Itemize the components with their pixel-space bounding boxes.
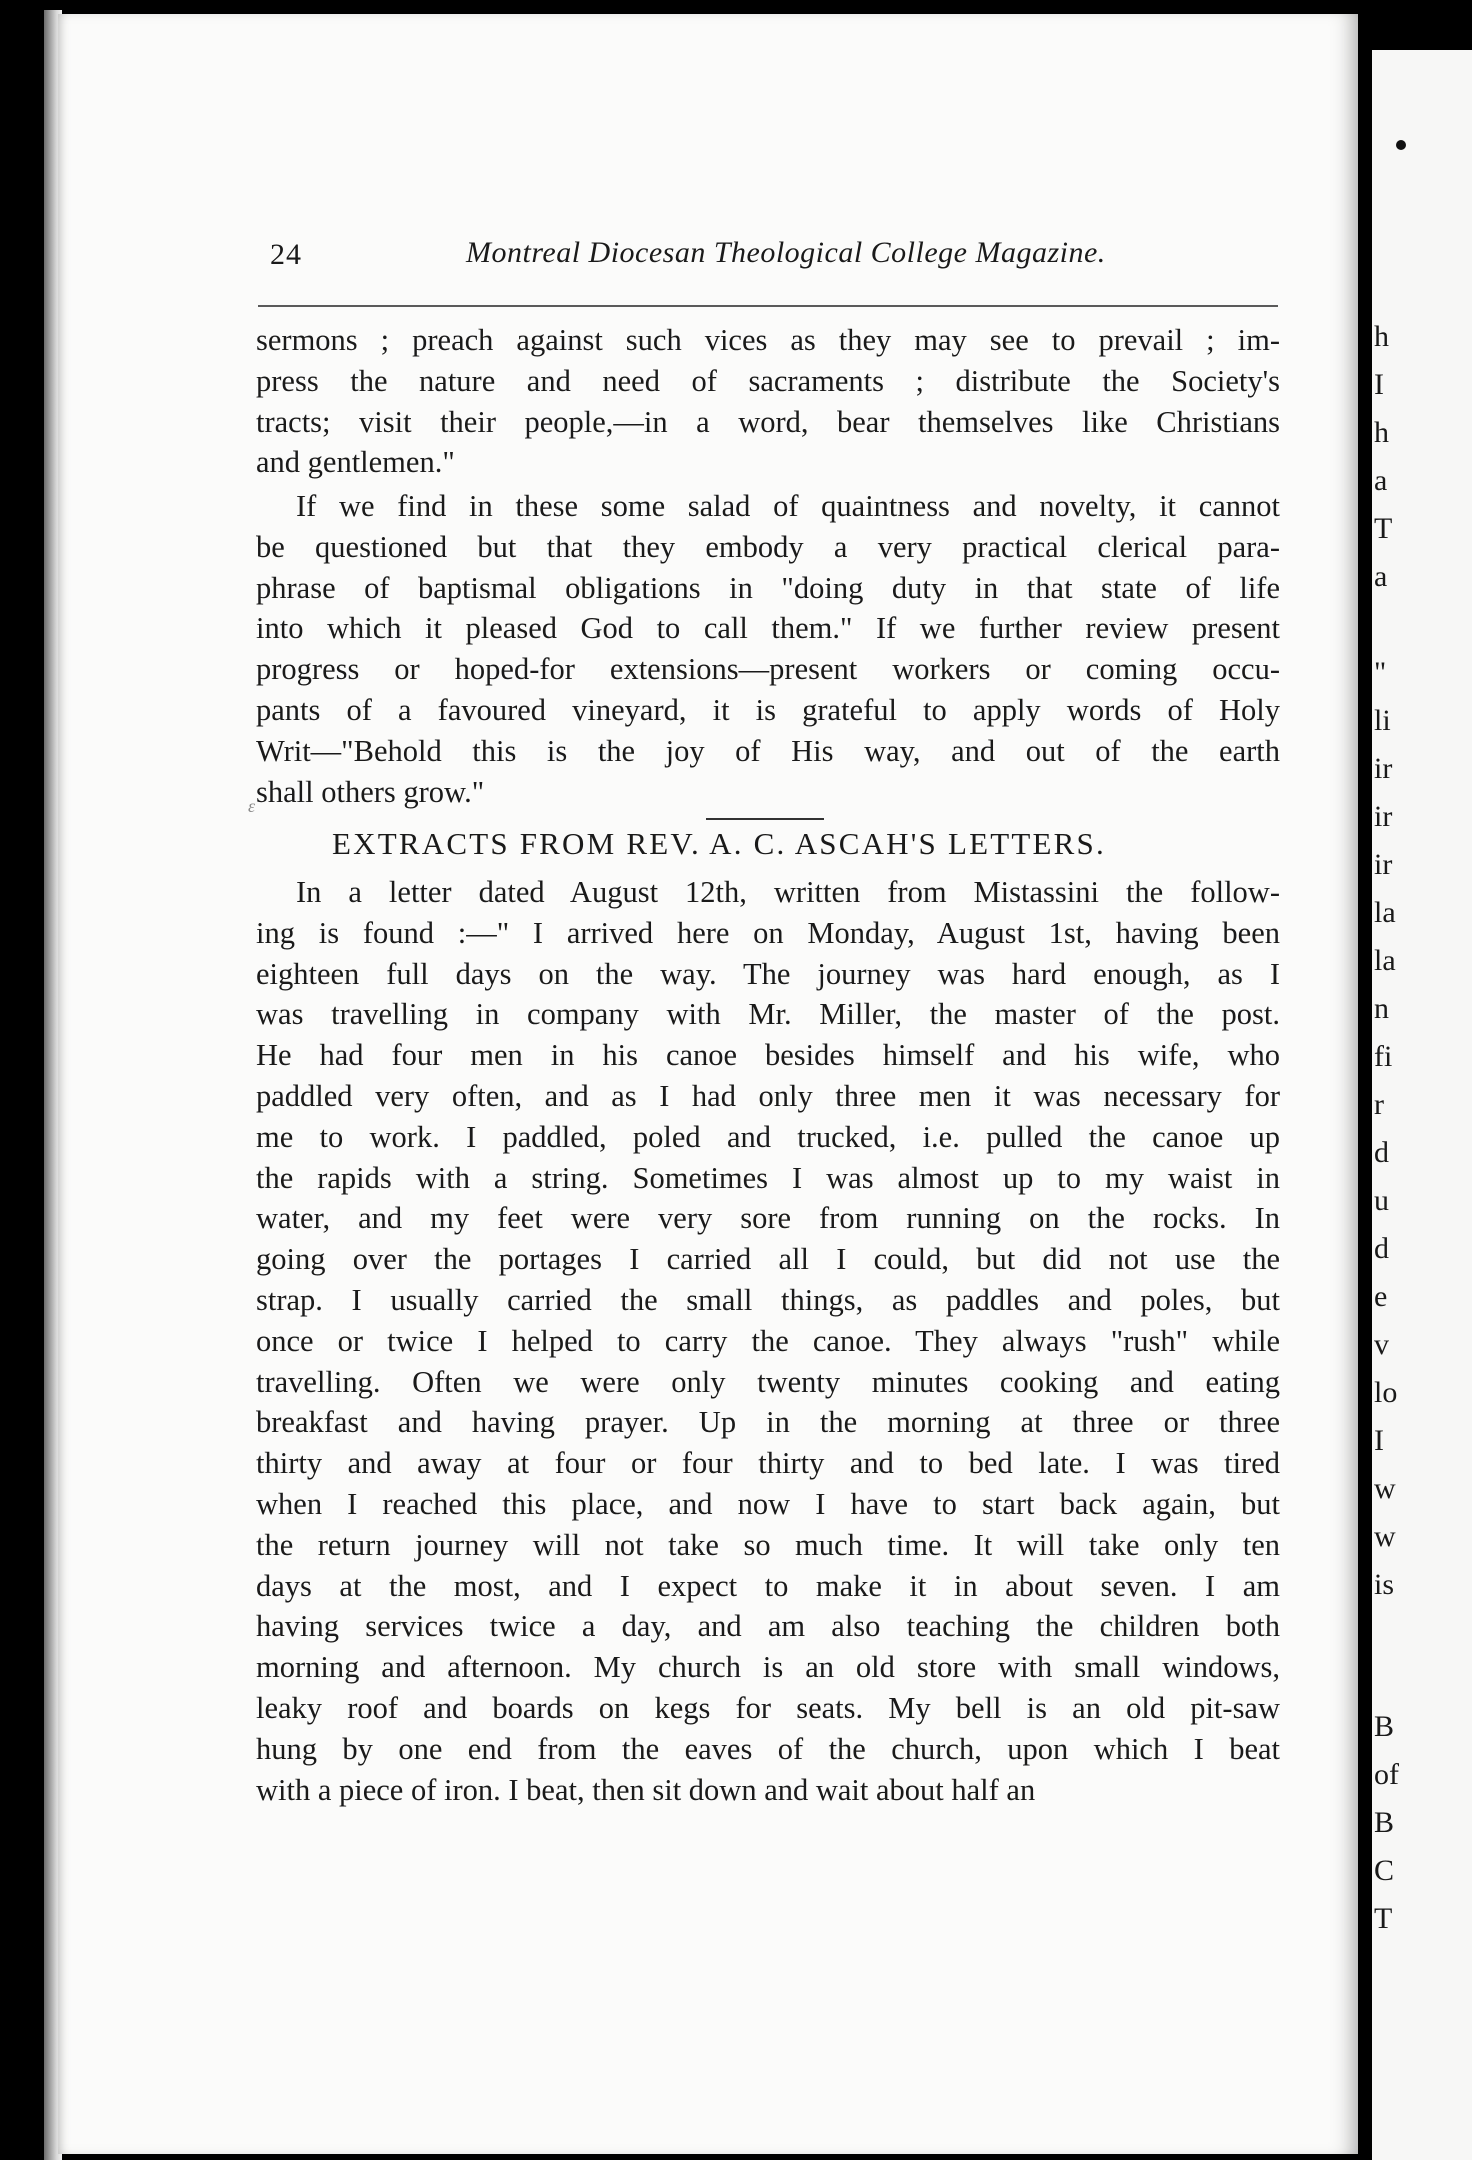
text-line: breakfast and having prayer. Up in the morning at three or three — [256, 1405, 1280, 1440]
running-title: Montreal Diocesan Theological College Magazine. — [466, 236, 1106, 269]
paragraph-salad-of-quaintness — [256, 486, 1280, 812]
text-line: and gentlemen." — [256, 445, 455, 480]
text-line: the rapids with a string. Sometimes I was almost up to my waist in — [256, 1160, 1280, 1195]
text-line: going over the portages I carried all I could, but did not use the — [256, 1242, 1280, 1277]
text-line: with a piece of iron. I beat, then sit down and wait about half an — [256, 1772, 1036, 1807]
adjacent-page-fragment: ir — [1374, 752, 1393, 785]
adjacent-page-fragment: h — [1374, 416, 1389, 449]
paragraph-extracts-letter — [256, 872, 1280, 1810]
text-line: tracts; visit their people,—in a word, bear themselves like Christians — [256, 404, 1280, 439]
adjacent-page-fragment: n — [1374, 992, 1389, 1025]
book-gutter — [1358, 0, 1372, 2160]
adjacent-page-fragment: li — [1374, 704, 1391, 737]
adjacent-page-fragment: w — [1374, 1520, 1396, 1553]
text-line: shall others grow." — [256, 774, 485, 809]
text-line: press the nature and need of sacraments ; distribute the Society's — [256, 363, 1280, 398]
margin-mark: ε — [248, 796, 256, 816]
adjacent-page-slice — [1372, 50, 1472, 2160]
adjacent-page-fragment: lo — [1374, 1376, 1398, 1409]
adjacent-page-fragment: C — [1374, 1854, 1395, 1887]
adjacent-page-fragment: v — [1374, 1328, 1389, 1361]
adjacent-page-fragment: la — [1374, 896, 1396, 929]
adjacent-page-lower-fragments — [1372, 1710, 1399, 1950]
adjacent-page-fragment: I — [1374, 368, 1384, 401]
adjacent-page-fragment: w — [1374, 1472, 1396, 1505]
ink-dot — [1396, 140, 1406, 150]
text-line: having services twice a day, and am also teaching the children both — [256, 1609, 1280, 1644]
text-line: morning and afternoon. My church is an old store with small windows, — [256, 1650, 1280, 1685]
adjacent-page-fragment: r — [1374, 1088, 1384, 1121]
text-line: ing is found :—" I arrived here on Monday, August 1st, having been — [256, 915, 1280, 950]
text-line: strap. I usually carried the small things, as paddles and poles, but — [256, 1282, 1280, 1317]
text-line: be questioned but that they embody a very practical clerical para- — [256, 529, 1280, 564]
text-line: water, and my feet were very sore from running on the rocks. In — [256, 1201, 1280, 1236]
adjacent-page-fragment: fi — [1374, 1040, 1393, 1073]
text-line: days at the most, and I expect to make it in about seven. I am — [256, 1568, 1280, 1603]
adjacent-page-fragment: " — [1374, 656, 1387, 689]
text-line: Writ—"Behold this is the joy of His way, and out of the earth — [256, 733, 1280, 768]
text-line: progress or hoped-for extensions—present workers or coming occu- — [256, 652, 1280, 687]
adjacent-page-fragment — [1372, 608, 1397, 656]
text-line: once or twice I helped to carry the canoe. They always "rush" while — [256, 1323, 1280, 1358]
adjacent-page-upper-fragments — [1372, 320, 1397, 1616]
page-number: 24 — [270, 238, 302, 271]
adjacent-page-fragment: la — [1374, 944, 1396, 977]
adjacent-page-fragment: T — [1374, 512, 1393, 545]
text-line: In a letter dated August 12th, written from Mistassini the follow- — [296, 875, 1280, 909]
text-line: when I reached this place, and now I have to start back again, but — [256, 1486, 1280, 1521]
adjacent-page-fragment: e — [1374, 1280, 1388, 1313]
text-line: leaky roof and boards on kegs for seats. My bell is an old pit-saw — [256, 1690, 1280, 1725]
text-line: was travelling in company with Mr. Miller, the master of the post. — [256, 997, 1280, 1032]
text-line: into which it pleased God to call them." If we further review present — [256, 611, 1280, 646]
adjacent-page-fragment: u — [1374, 1184, 1389, 1217]
adjacent-page-fragment: B — [1374, 1710, 1395, 1743]
adjacent-page-fragment: of — [1374, 1758, 1399, 1791]
adjacent-page-fragment: I — [1374, 1424, 1384, 1457]
running-header — [270, 238, 1290, 278]
text-line: He had four men in his canoe besides himself and his wife, who — [256, 1038, 1280, 1073]
text-line: sermons ; preach against such vices as they may see to prevail ; im- — [256, 323, 1280, 357]
text-line: hung by one end from the eaves of the church, upon which I beat — [256, 1731, 1280, 1766]
adjacent-page-fragment: h — [1374, 320, 1389, 353]
text-line: phrase of baptismal obligations in "doing duty in that state of life — [256, 570, 1280, 605]
adjacent-page-fragment: B — [1374, 1806, 1395, 1839]
text-line: eighteen full days on the way. The journey was hard enough, as I — [256, 956, 1280, 991]
text-line: thirty and away at four or four thirty and to bed late. I was tired — [256, 1446, 1280, 1481]
text-line: paddled very often, and as I had only three men it was necessary for — [256, 1078, 1280, 1113]
adjacent-page-fragment: a — [1374, 464, 1388, 497]
header-rule — [258, 305, 1278, 307]
text-line: travelling. Often we were only twenty minutes cooking and eating — [256, 1364, 1280, 1399]
text-line: the return journey will not take so much time. It will take only ten — [256, 1527, 1280, 1562]
text-line: pants of a favoured vineyard, it is grateful to apply words of Holy — [256, 692, 1280, 727]
adjacent-page-fragment: d — [1374, 1136, 1389, 1169]
paragraph-sermons — [256, 320, 1280, 483]
text-line: me to work. I paddled, poled and trucked, i.e. pulled the canoe up — [256, 1119, 1280, 1154]
adjacent-page-fragment: is — [1374, 1568, 1395, 1601]
adjacent-page-fragment: a — [1374, 560, 1388, 593]
section-divider — [706, 818, 824, 820]
text-line: If we find in these some salad of quaintness and novelty, it cannot — [296, 489, 1280, 523]
adjacent-page-fragment: T — [1374, 1902, 1393, 1935]
adjacent-page-fragment: ir — [1374, 800, 1393, 833]
adjacent-page-fragment: d — [1374, 1232, 1389, 1265]
adjacent-page-fragment: ir — [1374, 848, 1393, 881]
section-heading: EXTRACTS FROM REV. A. C. ASCAH'S LETTERS. — [332, 826, 1106, 861]
